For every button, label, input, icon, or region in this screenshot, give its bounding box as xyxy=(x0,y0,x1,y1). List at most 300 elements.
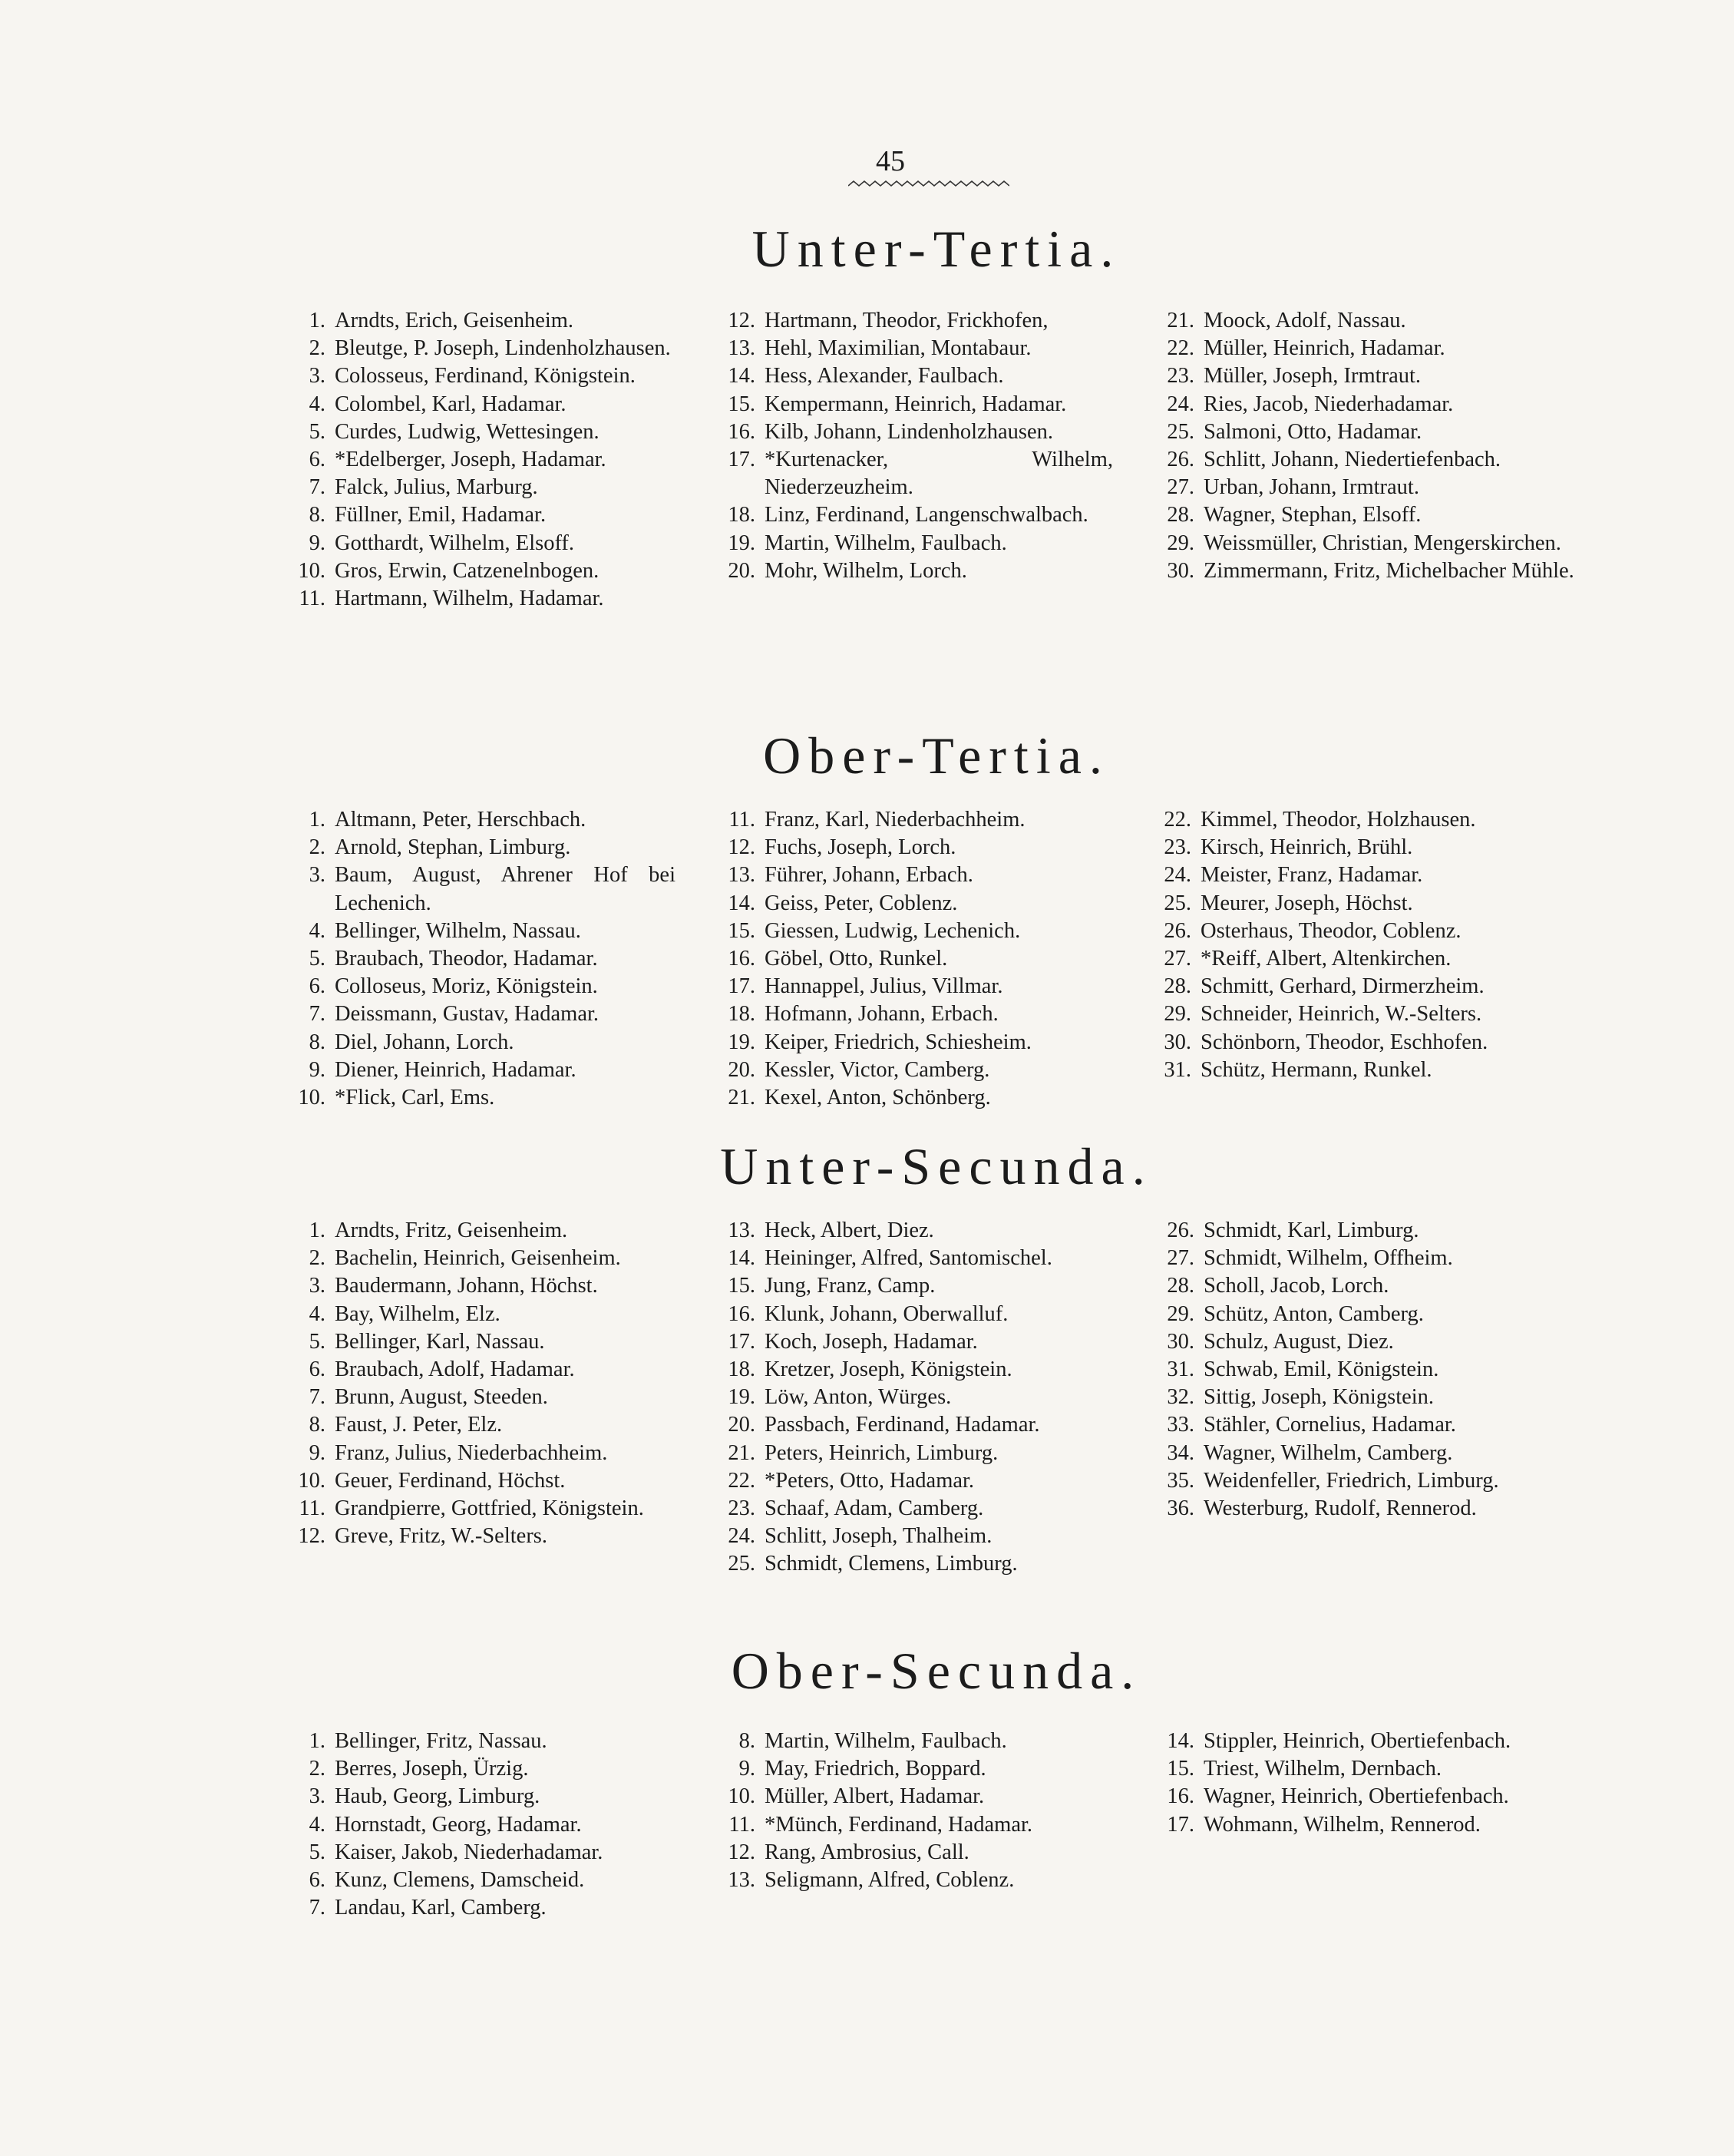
student-entry xyxy=(284,362,675,390)
student-entry xyxy=(284,1440,675,1467)
student-entry xyxy=(714,501,1113,529)
student-entry xyxy=(1150,806,1576,834)
column-3 xyxy=(1150,806,1576,1084)
entry-name: Martin, Wilhelm, Faulbach. xyxy=(765,531,1007,555)
entry-number: 16. xyxy=(1167,1784,1194,1809)
student-entry xyxy=(714,391,1113,418)
entry-number: 21. xyxy=(1167,309,1194,332)
student-entry xyxy=(714,362,1113,390)
student-entry xyxy=(714,1783,1113,1810)
entry-number: 11. xyxy=(728,808,755,832)
entry-number: 35. xyxy=(1167,1468,1194,1493)
student-entry xyxy=(1153,1384,1575,1411)
column-1 xyxy=(284,806,675,1112)
entry-name: Löw, Anton, Würges. xyxy=(765,1385,952,1410)
entry-number: 2. xyxy=(309,336,325,361)
entry-number: 23. xyxy=(728,1496,755,1521)
entry-number: 16. xyxy=(728,947,755,971)
entry-number: 7. xyxy=(309,475,325,500)
student-entry xyxy=(1153,1217,1575,1245)
student-entry xyxy=(1153,557,1575,585)
section-title: Ober-Secunda. xyxy=(731,1642,1142,1700)
entry-number: 14. xyxy=(728,891,755,915)
entry-number: 2. xyxy=(309,1757,325,1781)
entry-number: 1. xyxy=(309,309,325,332)
student-entry xyxy=(714,890,1113,918)
entry-number: 23. xyxy=(1164,835,1191,860)
student-entry xyxy=(714,1301,1113,1328)
entry-number: 20. xyxy=(728,1057,755,1082)
entry-name: Braubach, Adolf, Hadamar. xyxy=(335,1357,575,1382)
column-2 xyxy=(714,1728,1113,1894)
student-entry xyxy=(1153,1301,1575,1328)
entry-number: 24. xyxy=(1167,392,1194,416)
student-entry xyxy=(1150,1000,1576,1028)
entry-number: 2. xyxy=(309,835,325,860)
entry-number: 30. xyxy=(1164,1030,1191,1054)
student-entry xyxy=(1153,1440,1575,1467)
entry-number: 28. xyxy=(1167,503,1194,527)
student-entry xyxy=(284,834,675,861)
column-1 xyxy=(284,1217,675,1550)
entry-number: 9. xyxy=(309,1057,325,1082)
student-entry xyxy=(1150,1029,1576,1057)
entry-number: 5. xyxy=(309,947,325,971)
student-entry xyxy=(284,418,675,446)
student-entry xyxy=(284,861,675,917)
entry-number: 13. xyxy=(728,336,755,361)
entry-name: Gros, Erwin, Catzenelnbogen. xyxy=(335,558,599,583)
entry-name: Hehl, Maximilian, Montabaur. xyxy=(765,336,1032,361)
student-entry xyxy=(1153,1783,1575,1810)
entry-number: 26. xyxy=(1167,1219,1194,1242)
entry-name: Schneider, Heinrich, W.-Selters. xyxy=(1201,1002,1482,1027)
entry-name: Wohmann, Wilhelm, Rennerod. xyxy=(1204,1812,1481,1837)
entry-number: 22. xyxy=(1167,336,1194,361)
student-entry xyxy=(714,1384,1113,1411)
entry-name: Hess, Alexander, Faulbach. xyxy=(765,364,1004,389)
entry-name: Diener, Heinrich, Hadamar. xyxy=(335,1057,576,1082)
entry-name: *Kurtenacker, Wilhelm, Niederzeuzheim. xyxy=(765,448,1113,500)
entry-name: Schlitt, Johann, Niedertiefenbach. xyxy=(1204,448,1501,472)
entry-name: Sittig, Joseph, Königstein. xyxy=(1204,1385,1435,1410)
entry-name: Mohr, Wilhelm, Lorch. xyxy=(765,558,967,583)
entry-name: Kilb, Johann, Lindenholzhausen. xyxy=(765,419,1053,444)
entry-number: 24. xyxy=(728,1524,755,1549)
student-entry xyxy=(714,1495,1113,1523)
entry-name: *Flick, Carl, Ems. xyxy=(335,1086,495,1110)
student-entry xyxy=(284,1411,675,1439)
entry-name: Schulz, August, Diez. xyxy=(1204,1329,1394,1354)
entry-name: Seligmann, Alfred, Coblenz. xyxy=(765,1868,1015,1893)
entry-name: Kexel, Anton, Schönberg. xyxy=(765,1086,991,1110)
entry-name: *Münch, Ferdinand, Hadamar. xyxy=(765,1812,1033,1837)
entry-name: Zimmermann, Fritz, Michelbacher Mühle. xyxy=(1204,558,1574,583)
student-entry xyxy=(1153,1328,1575,1356)
student-entry xyxy=(284,1755,675,1783)
entry-name: Meurer, Joseph, Höchst. xyxy=(1201,891,1413,915)
entry-number: 1. xyxy=(309,808,325,832)
student-entry xyxy=(714,1057,1113,1084)
student-entry xyxy=(284,474,675,501)
entry-number: 15. xyxy=(1167,1757,1194,1781)
student-entry xyxy=(714,1523,1113,1550)
student-entry xyxy=(284,973,675,1000)
entry-name: Scholl, Jacob, Lorch. xyxy=(1204,1274,1389,1298)
entry-name: Colloseus, Moriz, Königstein. xyxy=(335,974,598,999)
entry-number: 12. xyxy=(728,309,755,332)
entry-name: Schönborn, Theodor, Eschhofen. xyxy=(1201,1030,1488,1054)
entry-number: 4. xyxy=(309,392,325,416)
entry-number: 23. xyxy=(1167,364,1194,389)
student-entry xyxy=(714,1245,1113,1272)
student-entry xyxy=(714,1550,1113,1578)
entry-name: Curdes, Ludwig, Wettesingen. xyxy=(335,419,599,444)
column-2 xyxy=(714,806,1113,1112)
student-entry xyxy=(284,585,675,613)
student-entry xyxy=(284,1894,675,1922)
student-entry xyxy=(284,1084,675,1112)
entry-name: Schmidt, Karl, Limburg. xyxy=(1204,1219,1419,1242)
student-entry xyxy=(1153,307,1575,335)
student-entry xyxy=(284,1328,675,1356)
student-entry xyxy=(714,918,1113,945)
student-entry xyxy=(1153,391,1575,418)
column-1 xyxy=(284,307,675,613)
student-entry xyxy=(1153,501,1575,529)
student-entry xyxy=(714,1467,1113,1495)
entry-number: 10. xyxy=(298,558,325,583)
entry-number: 14. xyxy=(1167,1729,1194,1753)
student-entry xyxy=(714,1755,1113,1783)
student-entry xyxy=(714,861,1113,889)
entry-name: Koch, Joseph, Hadamar. xyxy=(765,1329,978,1354)
student-entry xyxy=(714,1411,1113,1439)
entry-name: *Peters, Otto, Hadamar. xyxy=(765,1468,975,1493)
entry-name: Kirsch, Heinrich, Brühl. xyxy=(1201,835,1413,860)
column-3 xyxy=(1153,307,1575,585)
student-entry xyxy=(1153,1245,1575,1272)
entry-name: Schmidt, Wilhelm, Offheim. xyxy=(1204,1246,1453,1271)
entry-name: Grandpierre, Gottfried, Königstein. xyxy=(335,1496,644,1521)
entry-number: 22. xyxy=(1164,808,1191,832)
entry-number: 27. xyxy=(1167,475,1194,500)
entry-name: Greve, Fritz, W.-Selters. xyxy=(335,1524,548,1549)
entry-name: Giessen, Ludwig, Lechenich. xyxy=(765,918,1021,943)
entry-number: 28. xyxy=(1167,1274,1194,1298)
entry-number: 9. xyxy=(738,1757,755,1781)
column-1 xyxy=(284,1728,675,1922)
student-entry xyxy=(1153,335,1575,362)
entry-number: 15. xyxy=(728,392,755,416)
entry-name: Kimmel, Theodor, Holzhausen. xyxy=(1201,808,1476,832)
entry-number: 31. xyxy=(1167,1357,1194,1382)
entry-number: 11. xyxy=(728,1812,755,1837)
entry-name: Urban, Johann, Irmtraut. xyxy=(1204,475,1419,500)
entry-name: Kempermann, Heinrich, Hadamar. xyxy=(765,392,1067,416)
student-entry xyxy=(1153,1755,1575,1783)
entry-number: 11. xyxy=(299,1496,325,1521)
entry-number: 8. xyxy=(738,1729,755,1753)
student-entry xyxy=(1150,861,1576,889)
entry-name: Hornstadt, Georg, Hadamar. xyxy=(335,1812,582,1837)
entry-name: Bellinger, Karl, Nassau. xyxy=(335,1329,545,1354)
entry-name: Meister, Franz, Hadamar. xyxy=(1201,863,1423,888)
entry-number: 36. xyxy=(1167,1496,1194,1521)
entry-number: 25. xyxy=(728,1552,755,1576)
student-entry xyxy=(284,557,675,585)
entry-name: *Reiff, Albert, Altenkirchen. xyxy=(1201,947,1452,971)
entry-number: 25. xyxy=(1164,891,1191,915)
student-entry xyxy=(1153,1467,1575,1495)
section-title: Unter-Tertia. xyxy=(751,220,1121,278)
entry-number: 13. xyxy=(728,1219,755,1242)
student-entry xyxy=(714,1272,1113,1300)
entry-name: Colombel, Karl, Hadamar. xyxy=(335,392,566,416)
entry-number: 21. xyxy=(728,1086,755,1110)
entry-number: 17. xyxy=(728,448,755,472)
entry-name: Peters, Heinrich, Limburg. xyxy=(765,1440,999,1465)
student-entry xyxy=(714,973,1113,1000)
student-entry xyxy=(284,945,675,973)
entry-name: Geuer, Ferdinand, Höchst. xyxy=(335,1468,566,1493)
entry-number: 10. xyxy=(728,1784,755,1809)
entry-number: 5. xyxy=(309,1329,325,1354)
entry-number: 19. xyxy=(728,1030,755,1054)
entry-name: Salmoni, Otto, Hadamar. xyxy=(1204,419,1422,444)
entry-number: 30. xyxy=(1167,558,1194,583)
student-entry xyxy=(284,530,675,557)
student-entry xyxy=(284,1495,675,1523)
column-3 xyxy=(1153,1217,1575,1523)
entry-name: Hartmann, Wilhelm, Hadamar. xyxy=(335,587,604,611)
entry-name: Landau, Karl, Camberg. xyxy=(335,1896,547,1920)
entry-number: 7. xyxy=(309,1002,325,1027)
student-entry xyxy=(284,1728,675,1755)
student-entry xyxy=(284,501,675,529)
student-entry xyxy=(284,446,675,474)
student-entry xyxy=(284,1217,675,1245)
entry-name: Rang, Ambrosius, Call. xyxy=(765,1840,969,1864)
entry-name: Moock, Adolf, Nassau. xyxy=(1204,309,1406,332)
entry-number: 4. xyxy=(309,918,325,943)
entry-number: 8. xyxy=(309,1030,325,1054)
entry-name: Hartmann, Theodor, Frickhofen, xyxy=(765,309,1049,332)
entry-number: 6. xyxy=(309,448,325,472)
entry-number: 14. xyxy=(728,364,755,389)
entry-number: 7. xyxy=(309,1896,325,1920)
student-entry xyxy=(1153,362,1575,390)
entry-number: 17. xyxy=(1167,1812,1194,1837)
entry-number: 1. xyxy=(309,1729,325,1753)
entry-name: Bleutge, P. Joseph, Lindenholzhausen. xyxy=(335,336,671,361)
entry-number: 27. xyxy=(1164,947,1191,971)
entry-number: 6. xyxy=(309,1868,325,1893)
entry-name: Triest, Wilhelm, Dernbach. xyxy=(1204,1757,1442,1781)
entry-name: Altmann, Peter, Herschbach. xyxy=(335,808,586,832)
entry-number: 12. xyxy=(728,835,755,860)
student-entry xyxy=(284,1245,675,1272)
student-entry xyxy=(1150,918,1576,945)
entry-number: 15. xyxy=(728,918,755,943)
entry-number: 8. xyxy=(309,503,325,527)
entry-number: 16. xyxy=(728,1301,755,1326)
entry-name: Kunz, Clemens, Damscheid. xyxy=(335,1868,585,1893)
entry-name: Colosseus, Ferdinand, Königstein. xyxy=(335,364,636,389)
entry-name: Baudermann, Johann, Höchst. xyxy=(335,1274,598,1298)
entry-name: Braubach, Theodor, Hadamar. xyxy=(335,947,598,971)
entry-name: Bellinger, Fritz, Nassau. xyxy=(335,1729,547,1753)
entry-number: 8. xyxy=(309,1413,325,1437)
student-entry xyxy=(1150,973,1576,1000)
entry-name: Arndts, Erich, Geisenheim. xyxy=(335,309,574,332)
entry-number: 20. xyxy=(728,1413,755,1437)
entry-number: 12. xyxy=(298,1524,325,1549)
entry-number: 12. xyxy=(728,1840,755,1864)
student-entry xyxy=(1153,1411,1575,1439)
student-entry xyxy=(714,1867,1113,1894)
entry-name: Franz, Karl, Niederbachheim. xyxy=(765,808,1026,832)
entry-number: 13. xyxy=(728,1868,755,1893)
entry-name: Berres, Joseph, Ürzig. xyxy=(335,1757,529,1781)
student-entry xyxy=(284,1839,675,1867)
entry-name: Franz, Julius, Niederbachheim. xyxy=(335,1440,608,1465)
entry-name: Fuchs, Joseph, Lorch. xyxy=(765,835,956,860)
entry-name: Kretzer, Joseph, Königstein. xyxy=(765,1357,1012,1382)
entry-name: Müller, Joseph, Irmtraut. xyxy=(1204,364,1422,389)
entry-name: Weidenfeller, Friedrich, Limburg. xyxy=(1204,1468,1499,1493)
entry-number: 32. xyxy=(1167,1385,1194,1410)
student-entry xyxy=(714,1029,1113,1057)
entry-number: 4. xyxy=(309,1812,325,1837)
student-entry xyxy=(284,391,675,418)
section-title: Unter-Secunda. xyxy=(720,1137,1153,1195)
entry-number: 16. xyxy=(728,419,755,444)
entry-name: Müller, Heinrich, Hadamar. xyxy=(1204,336,1445,361)
entry-number: 5. xyxy=(309,1840,325,1864)
entry-name: Schütz, Hermann, Runkel. xyxy=(1201,1057,1432,1082)
entry-number: 19. xyxy=(728,531,755,555)
student-entry xyxy=(714,557,1113,585)
entry-number: 30. xyxy=(1167,1329,1194,1354)
entry-number: 15. xyxy=(728,1274,755,1298)
entry-name: Füllner, Emil, Hadamar. xyxy=(335,503,547,527)
student-entry xyxy=(714,1839,1113,1867)
entry-number: 21. xyxy=(728,1440,755,1465)
entry-name: Passbach, Ferdinand, Hadamar. xyxy=(765,1413,1040,1437)
entry-number: 18. xyxy=(728,503,755,527)
entry-number: 9. xyxy=(309,531,325,555)
student-entry xyxy=(1153,530,1575,557)
entry-name: Bay, Wilhelm, Elz. xyxy=(335,1301,500,1326)
entry-name: Keiper, Friedrich, Schiesheim. xyxy=(765,1030,1032,1054)
entry-number: 22. xyxy=(728,1468,755,1493)
entry-number: 24. xyxy=(1164,863,1191,888)
student-entry xyxy=(1150,945,1576,973)
entry-name: Wagner, Stephan, Elsoff. xyxy=(1204,503,1422,527)
entry-name: Falck, Julius, Marburg. xyxy=(335,475,538,500)
entry-name: Faust, J. Peter, Elz. xyxy=(335,1413,503,1437)
student-entry xyxy=(284,1301,675,1328)
entry-number: 29. xyxy=(1164,1002,1191,1027)
student-entry xyxy=(284,335,675,362)
entry-name: Hannappel, Julius, Villmar. xyxy=(765,974,1003,999)
student-entry xyxy=(284,1783,675,1810)
entry-name: Heininger, Alfred, Santomischel. xyxy=(765,1246,1052,1271)
student-entry xyxy=(1150,1057,1576,1084)
entry-number: 33. xyxy=(1167,1413,1194,1437)
entry-number: 17. xyxy=(728,974,755,999)
entry-number: 10. xyxy=(298,1468,325,1493)
entry-name: Schwab, Emil, Königstein. xyxy=(1204,1357,1439,1382)
student-entry xyxy=(1153,1728,1575,1755)
student-entry xyxy=(1153,1495,1575,1523)
page-number-rule xyxy=(848,178,1009,189)
entry-name: Linz, Ferdinand, Langenschwalbach. xyxy=(765,503,1088,527)
entry-name: Arnold, Stephan, Limburg. xyxy=(335,835,571,860)
student-entry xyxy=(1150,890,1576,918)
entry-name: May, Friedrich, Boppard. xyxy=(765,1757,986,1781)
entry-name: Osterhaus, Theodor, Coblenz. xyxy=(1201,918,1462,943)
entry-number: 18. xyxy=(728,1002,755,1027)
student-entry xyxy=(714,1440,1113,1467)
entry-number: 14. xyxy=(728,1246,755,1271)
entry-name: Geiss, Peter, Coblenz. xyxy=(765,891,958,915)
entry-number: 20. xyxy=(728,558,755,583)
entry-number: 34. xyxy=(1167,1440,1194,1465)
student-entry xyxy=(1153,1356,1575,1384)
student-entry xyxy=(714,1811,1113,1839)
entry-number: 17. xyxy=(728,1329,755,1354)
student-entry xyxy=(714,1328,1113,1356)
student-entry xyxy=(284,1272,675,1300)
entry-number: 4. xyxy=(309,1301,325,1326)
entry-name: Stippler, Heinrich, Obertiefenbach. xyxy=(1204,1729,1511,1753)
student-entry xyxy=(714,1084,1113,1112)
entry-name: Ries, Jacob, Niederhadamar. xyxy=(1204,392,1454,416)
entry-name: Schmitt, Gerhard, Dirmerzheim. xyxy=(1201,974,1485,999)
entry-number: 3. xyxy=(309,1784,325,1809)
entry-number: 18. xyxy=(728,1357,755,1382)
student-entry xyxy=(284,1356,675,1384)
entry-number: 19. xyxy=(728,1385,755,1410)
entry-name: Hofmann, Johann, Erbach. xyxy=(765,1002,999,1027)
entry-number: 6. xyxy=(309,1357,325,1382)
student-entry xyxy=(284,1811,675,1839)
column-3 xyxy=(1153,1728,1575,1839)
entry-number: 29. xyxy=(1167,531,1194,555)
entry-name: Heck, Albert, Diez. xyxy=(765,1219,934,1242)
student-entry xyxy=(284,918,675,945)
entry-name: Westerburg, Rudolf, Rennerod. xyxy=(1204,1496,1477,1521)
student-entry xyxy=(714,834,1113,861)
entry-number: 5. xyxy=(309,419,325,444)
entry-number: 27. xyxy=(1167,1246,1194,1271)
entry-number: 9. xyxy=(309,1440,325,1465)
entry-number: 31. xyxy=(1164,1057,1191,1082)
student-entry xyxy=(284,806,675,834)
entry-number: 3. xyxy=(309,364,325,389)
entry-name: Führer, Johann, Erbach. xyxy=(765,863,973,888)
student-entry xyxy=(284,1467,675,1495)
student-entry xyxy=(1153,1811,1575,1839)
entry-number: 28. xyxy=(1164,974,1191,999)
entry-number: 29. xyxy=(1167,1301,1194,1326)
page-number: 45 xyxy=(876,145,905,177)
entry-name: Wagner, Heinrich, Obertiefenbach. xyxy=(1204,1784,1509,1809)
entry-name: Kessler, Victor, Camberg. xyxy=(765,1057,990,1082)
entry-name: Weissmüller, Christian, Mengerskirchen. xyxy=(1204,531,1561,555)
